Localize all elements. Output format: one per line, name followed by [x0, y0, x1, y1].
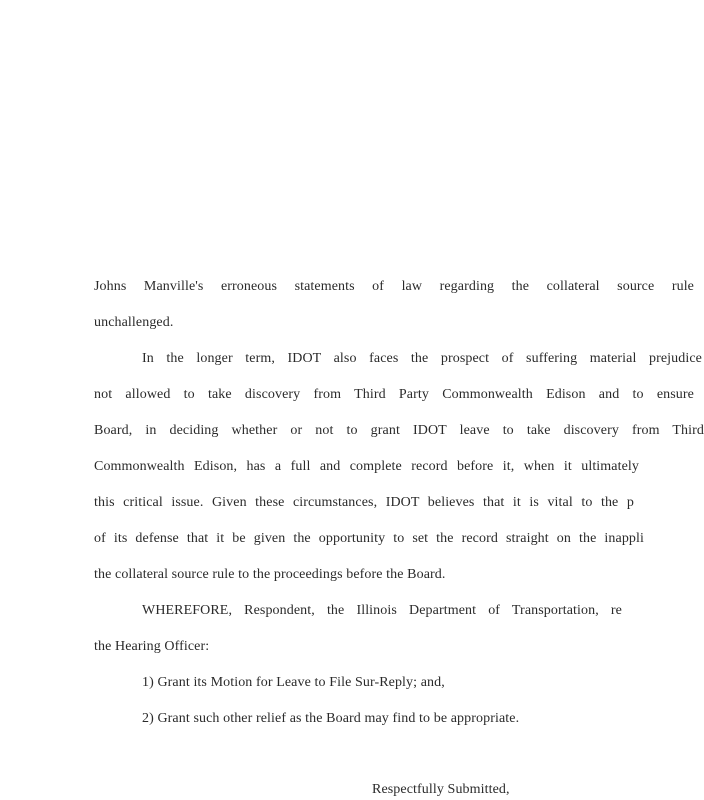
body-line-1: Johns Manville's erroneous statements of law regarding the collateral source rule [94, 279, 694, 294]
body-line-10: WHEREFORE, Respondent, the Illinois Department of Transportation, re [142, 603, 622, 618]
body-line-2: unchallenged. [94, 315, 174, 330]
body-line-9: the collateral source rule to the proceedings before the Board. [94, 567, 446, 582]
body-line-8: of its defense that it be given the opportunity to set the record straight on the inappli [94, 531, 644, 546]
body-line-11: the Hearing Officer: [94, 639, 210, 654]
signature-closing: Respectfully Submitted, [372, 782, 510, 797]
list-item-1: 1) Grant its Motion for Leave to File Sur-Reply; and, [142, 675, 445, 690]
body-line-5: Board, in deciding whether or not to grant IDOT leave to take discovery from Third [94, 423, 704, 438]
body-line-7: this critical issue. Given these circumstances, IDOT believes that it is vital to the p [94, 495, 634, 510]
body-line-6: Commonwealth Edison, has a full and complete record before it, when it ultimately [94, 459, 639, 474]
list-item-2: 2) Grant such other relief as the Board may find to be appropriate. [142, 711, 520, 726]
body-line-3: In the longer term, IDOT also faces the prospect of suffering material prejudice [142, 351, 702, 366]
body-line-4: not allowed to take discovery from Third Party Commonwealth Edison and to ensure [94, 387, 694, 402]
